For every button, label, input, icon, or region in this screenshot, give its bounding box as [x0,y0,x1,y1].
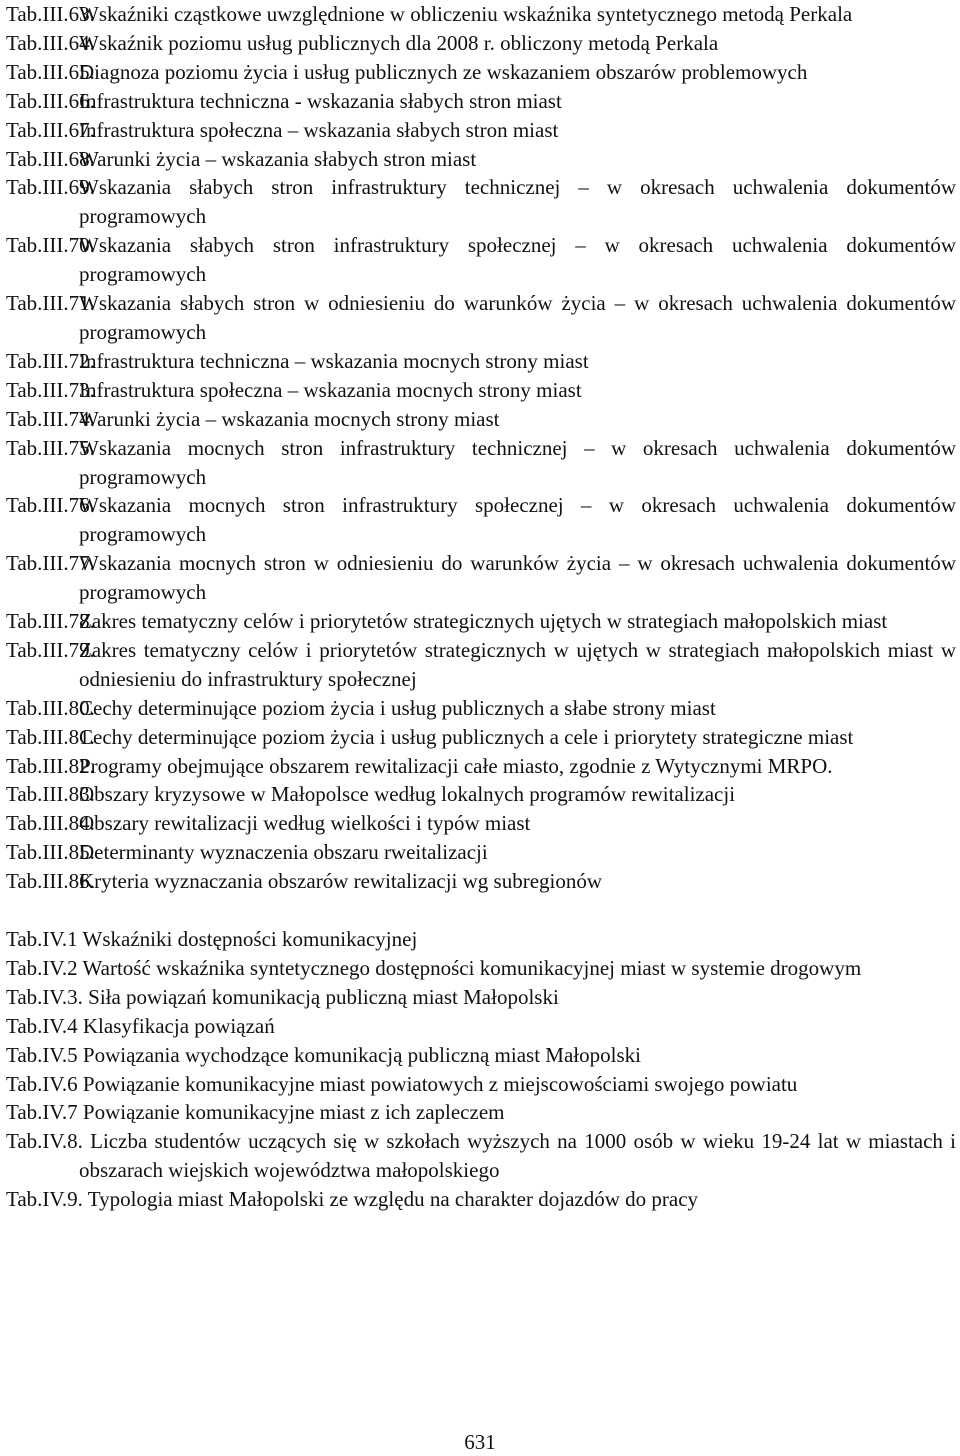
list-item [6,867,956,896]
entry-text: Klasyfikacja powiązań [82,1013,275,1038]
entry-text: Zakres tematyczny celów i priorytetów strategicznych w ujętych w strategiach małopolskich miast w odniesieniu do infrastruktury społecznej [79,637,956,691]
entry-label: Tab.III.77. [6,551,95,576]
entry-text: Cechy determinujące poziom życia i usług publicznych a słabe strony miast [79,695,716,720]
entry-label: Tab.III.82. [6,753,95,778]
entry-text: Wskazania słabych stron w odniesieniu do warunków życia – w okresach uchwalenia dokumentów programowych [79,291,956,344]
list-item [6,809,956,838]
entry-text: Wskazania mocnych stron infrastruktury technicznej – w okresach uchwalenia dokumentów programowych [79,435,956,489]
list-item [6,549,956,607]
entry-label: Tab.III.78. [6,609,95,634]
list-item [6,780,956,809]
list-item [6,58,956,87]
entry-label: Tab.III.73. [6,377,95,402]
list-item [6,723,956,752]
entry-text: Infrastruktura techniczna – wskazania mocnych strony miast [79,348,589,373]
entry-text: Diagnoza poziomu życia i usług publicznych ze wskazaniem obszarów problemowych [79,59,808,84]
list-item [6,347,956,376]
entry-label: Tab.IV.2 [6,955,78,980]
list-item [6,1127,956,1185]
entry-text: Warunki życia – wskazania mocnych strony miast [79,406,500,431]
entry-label: Tab.III.86. [6,869,95,894]
entry-label: Tab.IV.6 [6,1071,78,1096]
entry-text: Wskazania słabych stron infrastruktury społecznej – w okresach uchwalenia dokumentów programowych [79,233,956,287]
entry-label: Tab.III.67. [6,117,95,142]
list-item [6,1012,956,1041]
entry-label: Tab.IV.9. [6,1187,83,1212]
entry-label: Tab.III.84. [6,811,95,836]
entry-text: Kryteria wyznaczania obszarów rewitalizacji wg subregionów [79,869,603,894]
entry-label: Tab.III.68. [6,146,95,171]
list-item [6,838,956,867]
entry-label: Tab.IV.7 [6,1100,78,1125]
entry-text: Wskaźnik poziomu usług publicznych dla 2008 r. obliczony metodą Perkala [79,30,719,55]
entry-text: Wskazania mocnych stron infrastruktury społecznej – w okresach uchwalenia dokumentów programowych [79,493,956,547]
entry-text: Cechy determinujące poziom życia i usług publicznych a cele i priorytety strategiczne miast [79,724,854,749]
list-item [6,1070,956,1099]
list-item [6,636,956,694]
list-item [6,145,956,174]
entry-label: Tab.III.85. [6,840,95,865]
entry-label: Tab.IV.1 [6,926,78,951]
entry-label: Tab.IV.3. [6,984,83,1009]
entry-text: Determinanty wyznaczenia obszaru rweitalizacji [79,840,488,865]
list-item [6,29,956,58]
list-item [6,983,956,1012]
section-spacer [6,896,956,925]
entry-label: Tab.III.70. [6,233,95,258]
list-item [6,87,956,116]
list-item [6,607,956,636]
list-item [6,752,956,781]
entry-text: Infrastruktura społeczna – wskazania słabych stron miast [79,117,559,142]
list-item [6,173,956,231]
entry-label: Tab.III.63. [6,2,95,26]
entry-label: Tab.III.72. [6,348,95,373]
list-item [6,954,956,983]
page-number: 631 [464,1430,496,1454]
list-item [6,694,956,723]
entry-label: Tab.III.66. [6,88,95,113]
entry-text: Powiązanie komunikacyjne miast powiatowych z miejscowościami swojego powiatu [82,1071,798,1096]
entry-label: Tab.III.65. [6,59,95,84]
list-item [6,289,956,347]
entry-text: Obszary kryzysowe w Małopolsce według lokalnych programów rewitalizacji [79,782,736,807]
list-item [6,491,956,549]
entry-label: Tab.III.80. [6,695,95,720]
entry-text: Liczba studentów uczących się w szkołach wyższych na 1000 osób w wieku 19-24 lat w miastach i obszarach wiejskich województwa małopolskiego [79,1129,957,1183]
entry-label: Tab.III.79. [6,637,95,662]
entry-label: Tab.III.71. [6,291,95,316]
entry-text: Powiązanie komunikacyjne miast z ich zapleczem [82,1100,505,1125]
list-item [6,116,956,145]
entry-text: Zakres tematyczny celów i priorytetów strategicznych ujętych w strategiach małopolskich miast [79,609,888,634]
entry-text: Wskazania mocnych stron w odniesieniu do warunków życia – w okresach uchwalenia dokumentów programowych [79,551,956,605]
list-item [6,405,956,434]
entry-text: Siła powiązań komunikacją publiczną miast Małopolski [88,984,559,1009]
entry-label: Tab.III.64. [6,30,95,55]
list-item [6,1185,956,1214]
entry-label: Tab.III.83. [6,782,95,807]
entry-text: Infrastruktura techniczna - wskazania słabych stron miast [79,88,562,113]
entry-text: Warunki życia – wskazania słabych stron miast [79,146,477,171]
list-item [6,1041,956,1070]
entry-text: Typologia miast Małopolski ze względu na charakter dojazdów do pracy [87,1187,699,1212]
entry-label: Tab.III.74. [6,406,95,431]
entry-text: Wskazania słabych stron infrastruktury technicznej – w okresach uchwalenia dokumentów programowych [79,175,956,229]
entry-text: Infrastruktura społeczna – wskazania mocnych strony miast [79,377,582,402]
entry-label: Tab.III.76. [6,493,95,518]
entry-label: Tab.III.69. [6,175,95,200]
entry-label: Tab.III.81. [6,724,95,749]
entry-text: Obszary rewitalizacji według wielkości i typów miast [79,811,531,836]
entry-label: Tab.IV.5 [6,1042,78,1067]
list-item [6,1098,956,1127]
entry-label: Tab.IV.4 [6,1013,78,1038]
list-item [6,231,956,289]
entry-text: Wartość wskaźnika syntetycznego dostępności komunikacyjnej miast w systemie drogowym [82,955,862,980]
list-item [6,0,956,29]
entry-text: Wskaźniki cząstkowe uwzględnione w obliczeniu wskaźnika syntetycznego metodą Perkala [79,2,853,26]
table-list [6,0,956,1214]
entry-label: Tab.IV.8. [6,1129,83,1154]
entry-text: Programy obejmujące obszarem rewitalizacji całe miasto, zgodnie z Wytycznymi MRPO. [79,753,833,778]
list-item [6,434,956,492]
entry-text: Powiązania wychodzące komunikacją publiczną miast Małopolski [82,1042,641,1067]
list-item [6,925,956,954]
entry-label: Tab.III.75. [6,435,95,460]
entry-text: Wskaźniki dostępności komunikacyjnej [82,926,418,951]
list-item [6,376,956,405]
